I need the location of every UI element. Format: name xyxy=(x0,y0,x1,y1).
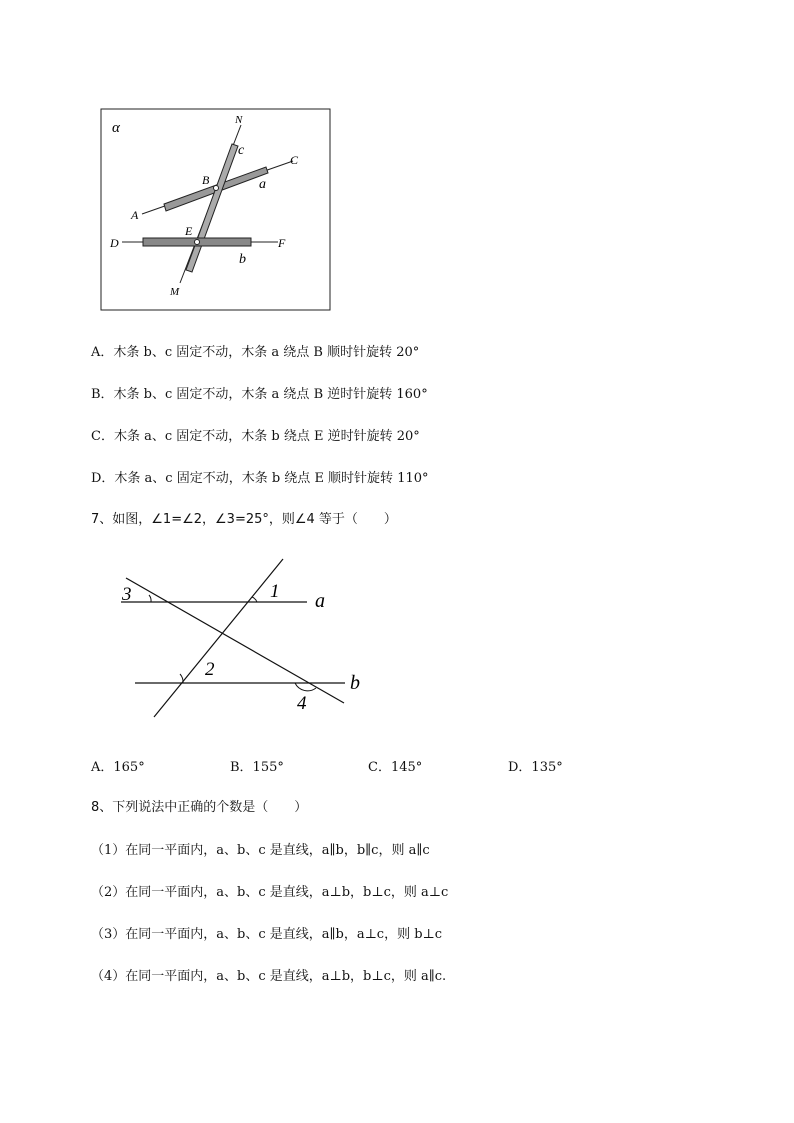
q7-option-c: C．145° xyxy=(368,760,423,775)
label-A: A xyxy=(131,208,139,222)
parallel-lines-figure xyxy=(112,556,372,718)
line-a-label: a xyxy=(315,590,325,612)
q6-option-b: B．木条 b、c 固定不动，木条 a 绕点 B 逆时针旋转 160° xyxy=(91,387,428,402)
angle-4-label: 4 xyxy=(297,693,307,714)
label-B: B xyxy=(202,173,210,187)
label-c: c xyxy=(238,143,245,158)
label-D: D xyxy=(110,236,119,250)
q7-option-a: A．165° xyxy=(91,760,145,775)
label-M: M xyxy=(170,286,180,298)
angle-2-label: 2 xyxy=(205,659,215,680)
label-N: N xyxy=(235,114,243,126)
label-b: b xyxy=(239,252,246,267)
line-b-label: b xyxy=(350,672,360,694)
q8-statement-3: （3）在同一平面内，a、b、c 是直线，a∥b，a⊥c，则 b⊥c xyxy=(91,927,443,942)
label-a: a xyxy=(259,177,266,192)
q8-statement-1: （1）在同一平面内，a、b、c 是直线，a∥b，b∥c，则 a∥c xyxy=(91,843,430,858)
q7-stem: 7、如图，∠1=∠2，∠3=25°，则∠4 等于（ ） xyxy=(91,512,397,527)
q6-option-c: C．木条 a、c 固定不动，木条 b 绕点 E 逆时针旋转 20° xyxy=(91,429,420,444)
q6-option-d: D．木条 a、c 固定不动，木条 b 绕点 E 顺时针旋转 110° xyxy=(91,471,429,486)
q8-stem: 8、下列说法中正确的个数是（ ） xyxy=(91,800,308,815)
q8-statement-4: （4）在同一平面内，a、b、c 是直线，a⊥b，b⊥c，则 a∥c. xyxy=(91,969,447,984)
q7-option-d: D．135° xyxy=(508,760,563,775)
label-F: F xyxy=(278,236,286,250)
q6-option-a: A．木条 b、c 固定不动，木条 a 绕点 B 顺时针旋转 20° xyxy=(91,345,420,360)
plane-label: α xyxy=(112,120,120,136)
angle-1-label: 1 xyxy=(270,581,280,602)
stick-figure xyxy=(100,108,331,311)
q8-statement-2: （2）在同一平面内，a、b、c 是直线，a⊥b，b⊥c，则 a⊥c xyxy=(91,885,449,900)
angle-3-label: 3 xyxy=(122,584,132,605)
q7-option-b: B．155° xyxy=(230,760,284,775)
label-E: E xyxy=(185,224,193,238)
label-C: C xyxy=(290,153,299,167)
